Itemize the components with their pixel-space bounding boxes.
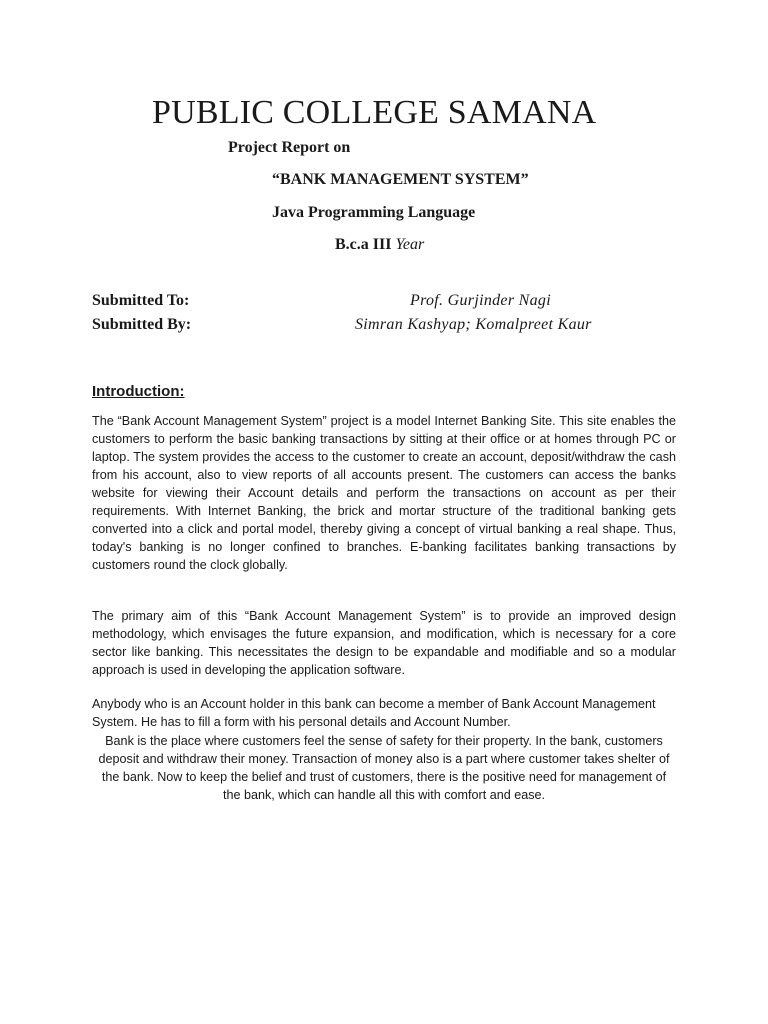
introduction-heading: Introduction: xyxy=(92,383,185,400)
project-name: “BANK MANAGEMENT SYSTEM” xyxy=(272,171,529,188)
intro-paragraph-2: The primary aim of this “Bank Account Management System” is to provide an improved design methodology, which envisages the future expansion, and modification, which is necessary for a core sector like banking. This necessitates the design to be expandable and modifiable and so a modular approach is used in developing the application software. xyxy=(92,609,676,677)
course-year xyxy=(335,236,424,254)
project-report-label: Project Report on xyxy=(228,139,351,156)
submitted-by-label: Submitted By: xyxy=(92,316,192,333)
intro-paragraph-1: The “Bank Account Management System” project is a model Internet Banking Site. This site enables the customers to perform the basic banking transactions by sitting at their office or at homes through PC or laptop. The system provides the access to the customer to create an account, deposit/withdraw the cash from his account, also to view reports of all accounts present. The customers can access the banks website for viewing their Account details and perform the transactions on account as per their requirements. With Internet Banking, the brick and mortar structure of the traditional banking gets converted into a click and portal model, thereby giving a concept of virtual banking a real shape. Thus, today's banking is no longer confined to branches. E-banking facilitates banking transactions by customers round the clock globally. xyxy=(92,414,676,572)
submitted-by-value: Simran Kashyap; Komalpreet Kaur xyxy=(355,316,592,333)
college-title: PUBLIC COLLEGE SAMANA xyxy=(152,94,597,131)
year-label: Year xyxy=(395,236,425,253)
intro-paragraph-3: Anybody who is an Account holder in this bank can become a member of Bank Account Management System. He has to fill a form with his personal details and Account Number. xyxy=(92,697,656,729)
programming-language: Java Programming Language xyxy=(272,204,476,221)
course-label: B.c.a III xyxy=(335,236,392,253)
intro-paragraph-4: Bank is the place where customers feel the sense of safety for their property. In the bank, customers deposit and withdraw their money. Transaction of money also is a part where customer takes shelter of the bank. Now to keep the belief and trust of customers, there is the positive need for management of the bank, which can handle all this with comfort and ease. xyxy=(98,734,670,802)
submitted-to-label: Submitted To: xyxy=(92,292,190,309)
submitted-to-value: Prof. Gurjinder Nagi xyxy=(410,292,551,309)
